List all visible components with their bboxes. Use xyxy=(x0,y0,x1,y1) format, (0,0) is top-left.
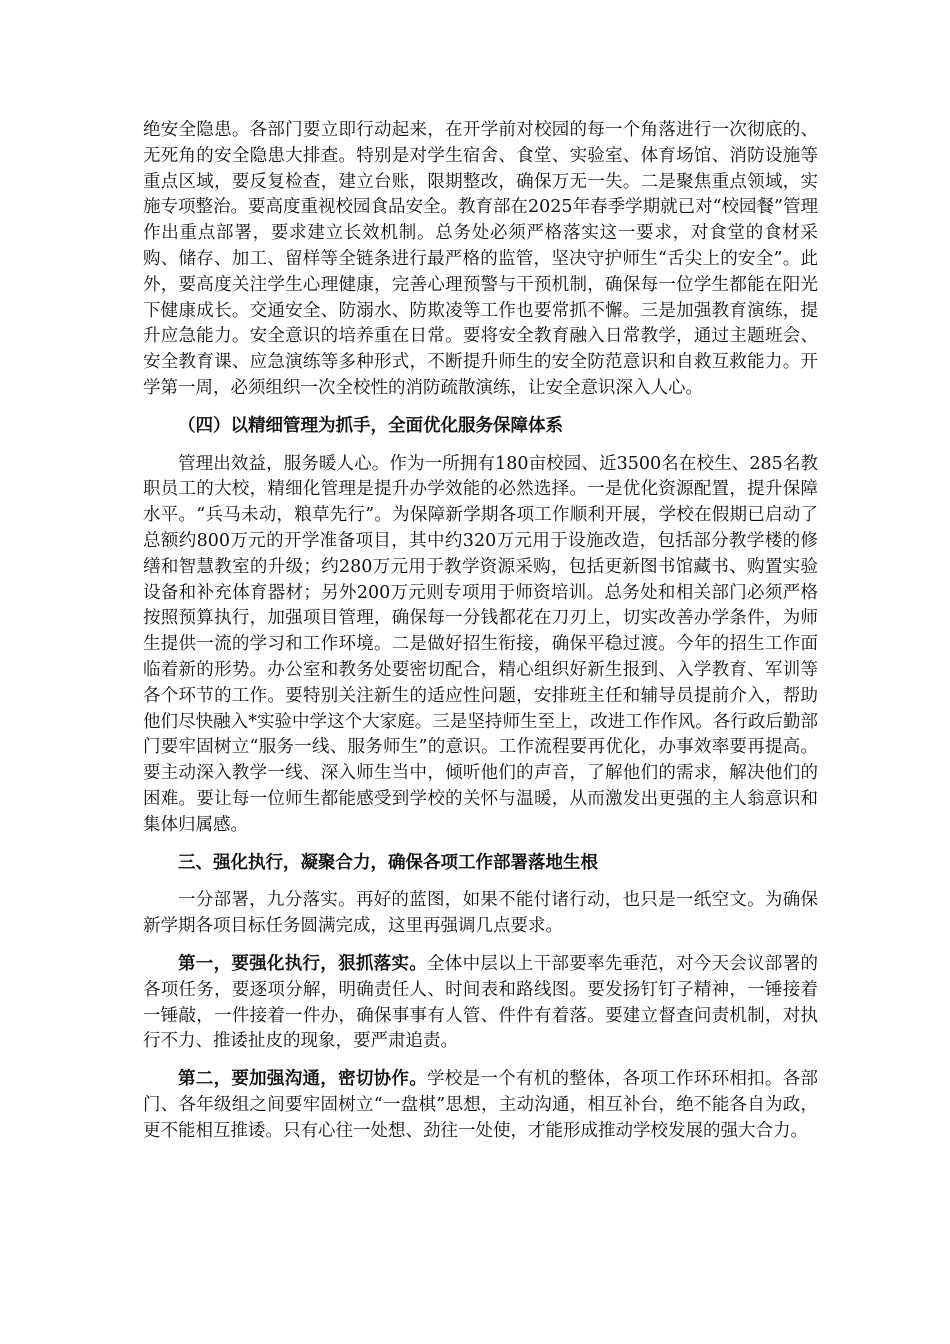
second-requirement-lead: 第二，要加强沟通，密切协作。 xyxy=(178,1069,427,1090)
paragraph-safety-continued: 绝安全隐患。各部门要立即行动起来，在开学前对校园的每一个角落进行一次彻底的、无死角的安全隐患大排查。特别是对学生宿舍、食堂、实验室、体育场馆、消防设施等重点区域，要反复检查，建立台账，限期整改，确保万无一失。二是聚焦重点领域，实施专项整治。要高度重视校园食品安全。教育部在2025年春季学期就已对“校园餐”管理作出重点部署，要求建立长效机制。总务处必须严格落实这一要求，对食堂的食材采购、储存、加工、留样等全链条进行最严格的监管，坚决守护师生“舌尖上的安全”。此外，要高度关注学生心理健康，完善心理预警与干预机制，确保每一位学生都能在阳光下健康成长。交通安全、防溺水、防欺凌等工作也要常抓不懈。三是加强教育演练，提升应急能力。安全意识的培养重在日常。要将安全教育融入日常教学，通过主题班会、安全教育课、应急演练等多种形式，不断提升师生的安全防范意识和自救互救能力。开学第一周，必须组织一次全校性的消防疏散演练，让安全意识深入人心。 xyxy=(143,120,818,398)
second-requirement-text: 学校是一个有机的整体，各项工作环环相扣。各部门、各年级组之间要牢固树立“一盘棋”思想，主动沟通，相互补台，绝不能各自为政，更不能相互推诿。只有心往一处想、劲往一处使，才能形成推动学校发展的强大合力。 xyxy=(143,1069,818,1141)
section-heading-execution: 三、强化执行，凝聚合力，确保各项工作部署落地生根 xyxy=(178,852,598,873)
first-requirement-lead: 第一，要强化执行，狠抓落实。 xyxy=(178,953,427,974)
paragraph-first-requirement xyxy=(143,952,818,1055)
section-heading-management: （四）以精细管理为抓手，全面优化服务保障体系 xyxy=(178,415,563,436)
paragraph-management: 管理出效益，服务暖人心。作为一所拥有180亩校园、近3500名在校生、285名教职员工的大校，精细化管理是提升办学效能的必然选择。一是优化资源配置，提升保障水平。“兵马未动，粮草先行”。为保障新学期各项工作顺利开展，学校在假期已启动了总额约800万元的开学准备项目，其中约320万元用于设施改造，包括部分教学楼的修缮和智慧教室的升级；约280万元用于教学资源采购，包括更新图书馆藏书、购置实验设备和补充体育器材；另外200万元则专项用于师资培训。总务处和相关部门必须严格按照预算执行，加强项目管理，确保每一分钱都花在刀刃上，切实改善办学条件，为师生提供一流的学习和工作环境。二是做好招生衔接，确保平稳过渡。今年的招生工作面临着新的形势。办公室和教务处要密切配合，精心组织好新生报到、入学教育、军训等各个环节的工作。要特别关注新生的适应性问题，安排班主任和辅导员提前介入，帮助他们尽快融入*实验中学这个大家庭。三是坚持师生至上，改进工作作风。各行政后勤部门要牢固树立“服务一线、服务师生”的意识。工作流程要再优化，办事效率要再提高。要主动深入教学一线、深入师生当中，倾听他们的声音，了解他们的需求，解决他们的困难。要让每一位师生都能感受到学校的关怀与温暖，从而激发出更强的主人翁意识和集体归属感。 xyxy=(143,453,818,835)
first-requirement-text: 全体中层以上干部要率先垂范，对今天会议部署的各项任务，要逐项分解，明确责任人、时间表和路线图。要发扬钉钉子精神，一锤接着一锤敲，一件接着一件办，确保事事有人管、件件有着落。要建立督查问责机制，对执行不力、推诿扯皮的现象，要严肃追责。 xyxy=(143,953,818,1052)
document-page xyxy=(143,118,818,1156)
paragraph-second-requirement xyxy=(143,1067,818,1144)
paragraph-execution-intro: 一分部署，九分落实。再好的蓝图，如果不能付诸行动，也只是一纸空文。为确保新学期各项目标任务圆满完成，这里再强调几点要求。 xyxy=(143,890,818,937)
